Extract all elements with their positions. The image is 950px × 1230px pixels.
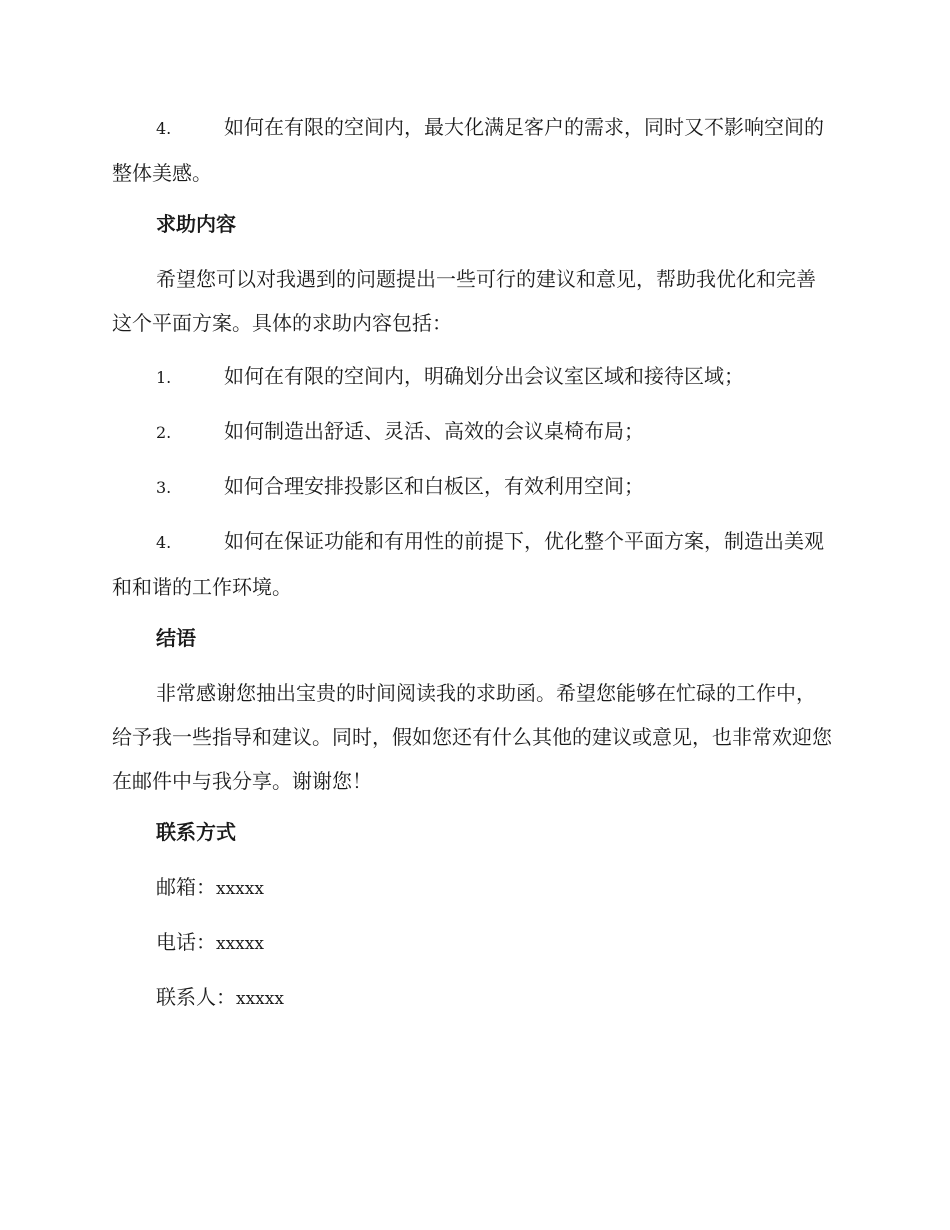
list-text: 如何合理安排投影区和白板区，有效利用空间；: [224, 474, 644, 498]
list-number: 4.: [156, 533, 172, 552]
list-number: 1.: [156, 368, 172, 387]
contact-email: [156, 865, 264, 911]
list-item: [112, 409, 832, 455]
section-heading-conclusion: 结语: [156, 626, 196, 650]
list-number: 4.: [156, 119, 172, 138]
contact-phone: [156, 920, 264, 966]
conclusion-paragraph: 非常感谢您抽出宝贵的时间阅读我的求助函。希望您能够在忙碌的工作中，给予我一些指导和建议。同时，假如您还有什么其他的建议或意见，也非常欢迎您在邮件中与我分享。谢谢您！: [112, 681, 832, 793]
list-text: 如何在保证功能和有用性的前提下，优化整个平面方案，制造出美观和和谐的工作环境。: [112, 529, 824, 599]
list-item: [112, 464, 832, 510]
contact-person: [156, 975, 284, 1021]
list-number: 3.: [156, 478, 172, 497]
contact-person-label: 联系人：: [156, 985, 236, 1009]
help-intro-paragraph: 希望您可以对我遇到的问题提出一些可行的建议和意见，帮助我优化和完善这个平面方案。具体的求助内容包括：: [112, 267, 816, 335]
section-heading-help: 求助内容: [156, 212, 236, 236]
list-text: 如何在有限的空间内，明确划分出会议室区域和接待区域；: [224, 364, 744, 388]
contact-phone-label: 电话：: [156, 930, 216, 954]
contact-email-value: xxxxx: [216, 879, 264, 899]
list-text: 如何制造出舒适、灵活、高效的会议桌椅布局；: [224, 419, 644, 443]
section-heading-contact: 联系方式: [156, 820, 236, 844]
contact-phone-value: xxxxx: [216, 934, 264, 954]
list-text: 如何在有限的空间内，最大化满足客户的需求，同时又不影响空间的整体美感。: [112, 115, 824, 185]
contact-email-label: 邮箱：: [156, 875, 216, 899]
list-item: [112, 519, 832, 609]
list-item: [112, 105, 832, 195]
list-item: [112, 354, 832, 400]
list-number: 2.: [156, 423, 172, 442]
contact-person-value: xxxxx: [236, 989, 284, 1009]
